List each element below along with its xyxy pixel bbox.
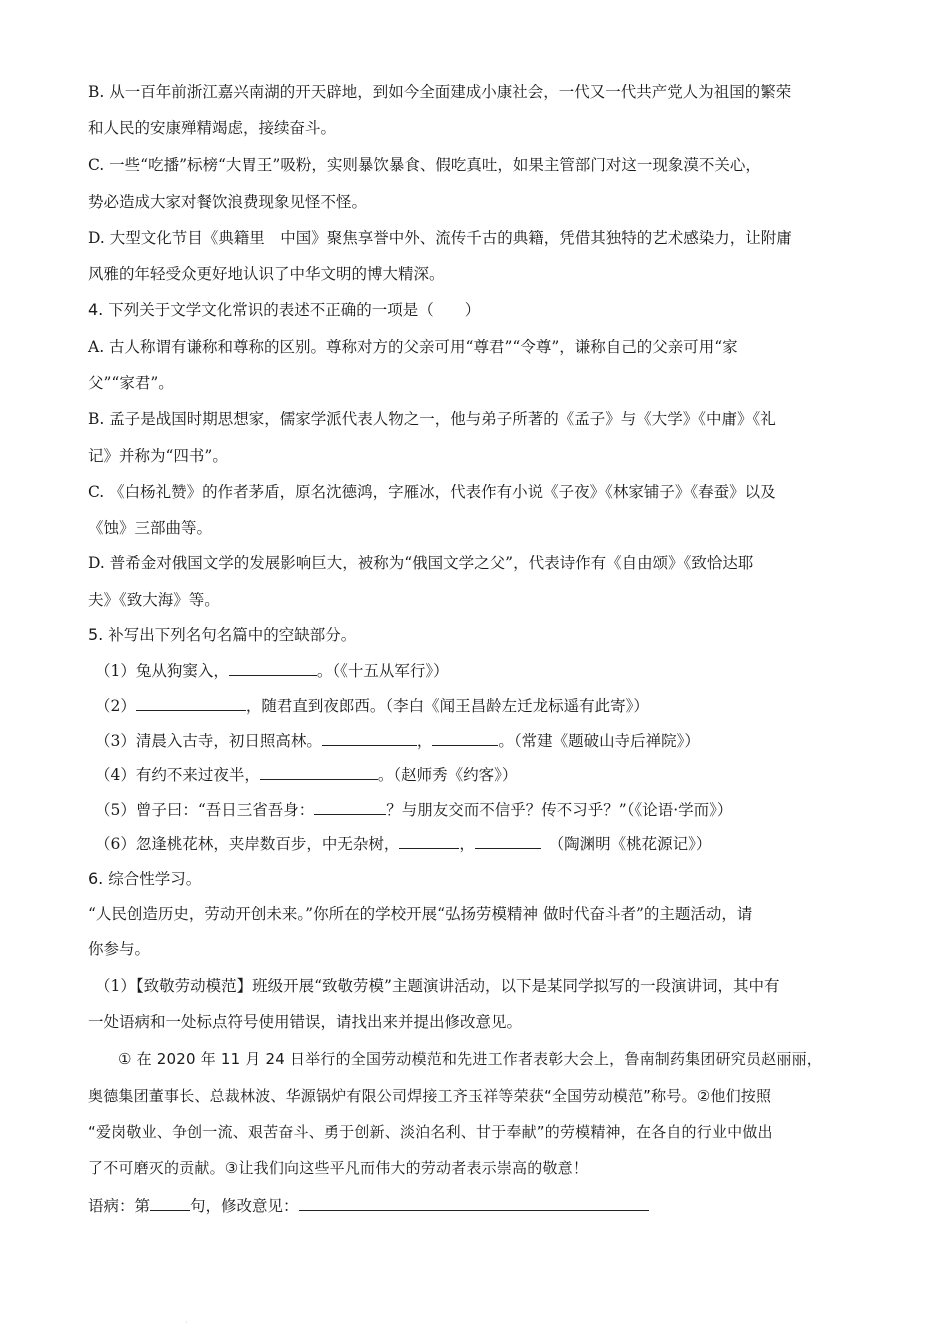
q3-option-d-line2: 风雅的年轻受众更好地认识了中华文明的博大精深。: [88, 265, 445, 283]
answer-line: 语病：第 句，修改意见：: [88, 1196, 649, 1216]
fill-blank-5[interactable]: [314, 800, 386, 815]
q4-option-a-line1: A. 古人称谓有谦称和尊称的区别。尊称对方的父亲可用“尊君”“令尊”，谦称自己的父亲可用“家: [88, 338, 738, 356]
q5-stem-text: 补写出下列名句名篇中的空缺部分。: [108, 626, 357, 644]
q6-intro-line1: “人民创造历史，劳动开创未来。”你所在的学校开展“弘扬劳模精神 做时代奋斗者”的主题活动，请: [88, 905, 753, 923]
q4-option-d-line2: 夫》《致大海》等。: [88, 591, 220, 609]
q5-number: 5.: [88, 625, 104, 644]
revision-suggestion-blank[interactable]: [299, 1196, 649, 1211]
q4-option-d-line1: D. 普希金对俄国文学的发展影响巨大，被称为“俄国文学之父”，代表诗作有《自由颂》《致恰达耶: [88, 554, 754, 572]
q3-option-b-line1: B. 从一百年前浙江嘉兴南湖的开天辟地，到如今全面建成小康社会，一代又一代共产党人为祖国的繁荣: [88, 83, 792, 101]
q4-stem: [88, 300, 480, 320]
q4-stem-text: 下列关于文学文化常识的表述不正确的一项是（ ）: [108, 301, 481, 319]
q4-number: 4.: [88, 300, 104, 319]
q5-item-5: （5）曾子曰：“吾日三省吾身： ？与朋友交而不信乎？传不习乎？”（《论语·学而》）: [95, 801, 733, 819]
fill-blank-4[interactable]: [260, 765, 378, 780]
q5-item-4: （4）有约不来过夜半， 。（赵师秀《约客》）: [95, 766, 518, 784]
sentence-number-blank[interactable]: [150, 1196, 190, 1211]
q6-intro-line2: 你参与。: [88, 940, 151, 958]
fill-blank-2[interactable]: [136, 696, 246, 711]
q3-option-c-line2: 势必造成大家对餐饮浪费现象见怪不怪。: [88, 193, 368, 211]
speech-line1: ① 在 2020 年 11 月 24 日举行的全国劳动模范和先进工作者表彰大会上，鲁南制药集团研究员赵丽丽，: [118, 1050, 822, 1068]
fill-blank-3b[interactable]: [432, 731, 498, 746]
q4-option-a-line2: 父”“家君”。: [88, 374, 174, 392]
fill-blank-6a[interactable]: [399, 834, 459, 849]
speech-line4: 了不可磨灭的贡献。③让我们向这些平凡而伟大的劳动者表示崇高的敬意！: [88, 1159, 589, 1177]
q3-option-b-line2: 和人民的安康殚精竭虑，接续奋斗。: [88, 119, 337, 137]
fill-blank-6b[interactable]: [475, 834, 541, 849]
speech-line2: 奥德集团董事长、总裁林波、华源锅炉有限公司焊接工齐玉祥等荣获“全国劳动模范”称号。②他们按照: [88, 1087, 772, 1105]
q3-option-d-line1: D. 大型文化节目《典籍里 中国》聚焦享誉中外、流传千古的典籍，凭借其独特的艺术感染力，让附庸: [88, 229, 792, 247]
speech-line3: “爱岗敬业、争创一流、艰苦奋斗、勇于创新、淡泊名利、甘于奉献”的劳模精神，在各自的行业中做出: [88, 1123, 773, 1141]
q5-item-2: （2） ，随君直到夜郎西。（李白《闻王昌龄左迁龙标遥有此寄》）: [95, 697, 649, 715]
footer-mark: ·: [185, 1318, 188, 1327]
q6-sub1-line2: 一处语病和一处标点符号使用错误，请找出来并提出修改意见。: [88, 1013, 523, 1031]
q4-option-b-line1: B. 孟子是战国时期思想家，儒家学派代表人物之一，他与弟子所著的《孟子》与《大学》《中庸》《礼: [88, 410, 776, 428]
q5-item-3: （3）清晨入古寺，初日照高林。 ， 。（常建《题破山寺后禅院》）: [95, 732, 700, 750]
q5-stem: [88, 625, 356, 645]
q3-option-c-line1: C. 一些“吃播”标榜“大胃王”吸粉，实则暴饮暴食、假吃真吐，如果主管部门对这一现象漠不关心，: [88, 156, 761, 174]
q6-number: 6.: [88, 869, 104, 888]
q4-option-c-line2: 《蚀》三部曲等。: [88, 519, 213, 537]
q4-option-c-line1: C. 《白杨礼赞》的作者茅盾，原名沈德鸿，字雁冰，代表作有小说《子夜》《林家铺子》《春蚕》以及: [88, 483, 776, 501]
q5-item-6: （6）忽逢桃花林，夹岸数百步，中无杂树， ， （陶渊明《桃花源记》）: [95, 835, 712, 853]
q6-sub1-line1: （1）【致敬劳动模范】班级开展“致敬劳模”主题演讲活动，以下是某同学拟写的一段演讲词，其中有: [95, 977, 780, 995]
q4-option-b-line2: 记》并称为“四书”。: [88, 447, 228, 465]
q6-stem-text: 综合性学习。: [108, 870, 202, 888]
fill-blank-3a[interactable]: [322, 731, 417, 746]
q5-item-1: （1）兔从狗窦入， 。（《十五从军行》）: [95, 662, 449, 680]
q6-stem: [88, 869, 201, 889]
fill-blank-1[interactable]: [229, 661, 317, 676]
